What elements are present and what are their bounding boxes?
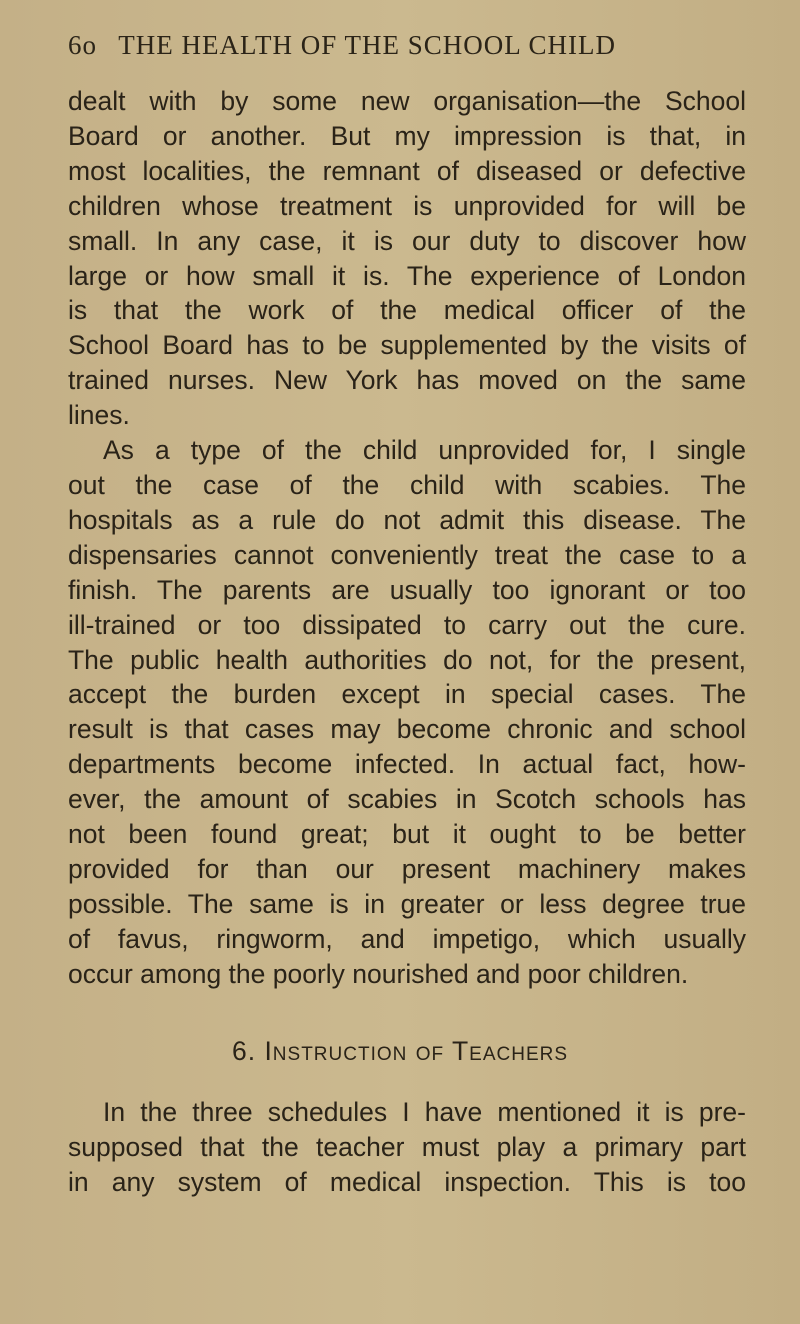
paragraph-1 xyxy=(68,84,746,433)
page-number: 6o xyxy=(68,30,97,60)
text-line: dealt with by some new organisation—the School xyxy=(68,86,746,116)
text-line: The public health authorities do not, for the present, xyxy=(68,644,746,675)
text-line: most localities, the remnant of diseased or defective xyxy=(68,155,746,186)
text-line: is that the work of the medical officer of the xyxy=(68,295,746,326)
text-line: children whose treatment is unprovided for will be xyxy=(68,190,746,221)
text-line: small. In any case, it is our duty to discover how xyxy=(68,225,746,256)
text-line: possible. The same is in greater or less degree true xyxy=(68,888,746,919)
text-line: supposed that the teacher must play a primary part xyxy=(68,1131,746,1162)
text-line: provided for than our present machinery makes xyxy=(68,853,746,884)
text-line: In the three schedules I have mentioned it is pre- xyxy=(103,1097,746,1127)
text-line: large or how small it is. The experience of London xyxy=(68,260,746,291)
running-header xyxy=(68,30,748,61)
text-line: in any system of medical inspection. This is too xyxy=(68,1166,746,1197)
text-line: finish. The parents are usually too ignorant or too xyxy=(68,574,746,605)
text-line: result is that cases may become chronic and school xyxy=(68,714,746,745)
text-line: lines. xyxy=(68,400,130,431)
text-line: out the case of the child with scabies. The xyxy=(68,469,746,500)
text-line: not been found great; but it ought to be better xyxy=(68,819,746,850)
text-line: accept the burden except in special cases. The xyxy=(68,679,746,710)
text-line: School Board has to be supplemented by the visits of xyxy=(68,330,746,361)
text-line: departments become infected. In actual fact, how- xyxy=(68,749,746,780)
text-line: occur among the poorly nourished and poor children. xyxy=(68,958,689,989)
body-text xyxy=(68,84,746,992)
text-line: ever, the amount of scabies in Scotch schools has xyxy=(68,784,746,815)
text-line: Board or another. But my impression is that, in xyxy=(68,120,746,151)
section-number: 6. xyxy=(231,1036,257,1066)
text-line: As a type of the child unprovided for, I single xyxy=(103,435,746,466)
text-line: of favus, ringworm, and impetigo, which usually xyxy=(68,923,746,954)
text-line: ill-trained or too dissipated to carry out the cure. xyxy=(68,609,746,640)
paragraph-3 xyxy=(68,1095,746,1200)
section-title: Instruction of Teachers xyxy=(264,1036,569,1066)
text-line: trained nurses. New York has moved on the same xyxy=(68,365,746,396)
running-title: THE HEALTH OF THE SCHOOL CHILD xyxy=(118,30,617,60)
paragraph-2 xyxy=(68,433,746,992)
text-line: dispensaries cannot conveniently treat the case to a xyxy=(68,539,746,570)
section-heading xyxy=(0,1036,800,1067)
text-line: hospitals as a rule do not admit this disease. The xyxy=(68,504,746,535)
